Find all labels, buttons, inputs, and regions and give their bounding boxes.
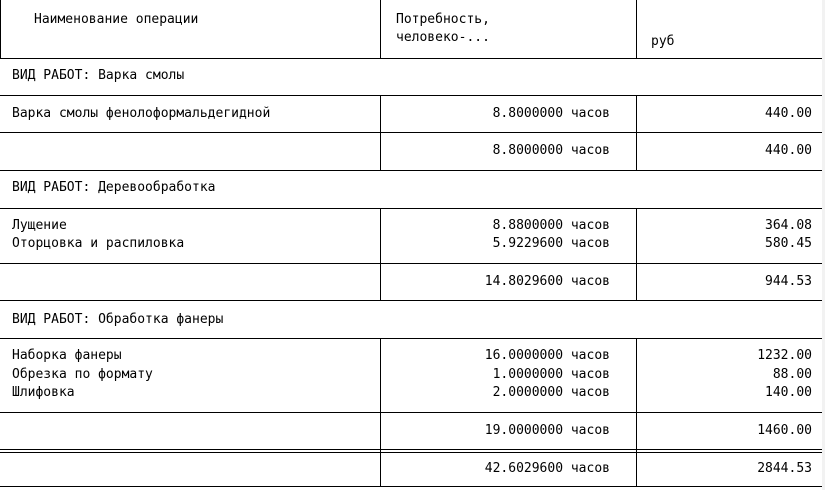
subtotal-rub: 440.00 [765, 143, 812, 158]
subtotal-rule [0, 412, 822, 413]
subtotal-rule [0, 263, 822, 264]
column-divider [380, 0, 381, 58]
subtotal-hours: 19.0000000 часов [484, 423, 610, 438]
row-hours: 5.9229600 часов [492, 236, 610, 251]
group-end-rule [0, 170, 822, 171]
group-title: ВИД РАБОТ: Деревообработка [12, 180, 216, 195]
row-name: Лущение [12, 218, 67, 233]
subtotal-rub: 944.53 [765, 274, 812, 289]
row-rub: 1232.00 [757, 348, 812, 363]
subtotal-rub: 1460.00 [757, 423, 812, 438]
total-double-rule [0, 449, 822, 450]
table-bottom-rule [0, 486, 822, 487]
row-rub: 580.45 [765, 236, 812, 251]
row-hours: 16.0000000 часов [484, 348, 610, 363]
group-title: ВИД РАБОТ: Варка смолы [12, 68, 185, 83]
group-end-rule [0, 300, 822, 301]
row-hours: 8.8800000 часов [492, 218, 610, 233]
subtotal-hours: 14.8029600 часов [484, 274, 610, 289]
row-name: Обрезка по формату [12, 367, 153, 382]
column-divider [0, 0, 1, 58]
row-rub: 140.00 [765, 385, 812, 400]
row-name: Наборка фанеры [12, 348, 122, 363]
row-name: Шлифовка [12, 385, 75, 400]
row-rub: 88.00 [772, 367, 812, 382]
row-hours: 8.8000000 часов [492, 106, 610, 121]
group-top-rule [0, 338, 822, 339]
header-need-line2: человеко-... [396, 30, 490, 45]
row-name: Оторцовка и распиловка [12, 236, 185, 251]
group-top-rule [0, 95, 822, 96]
row-name: Варка смолы фенолоформальдегидной [12, 106, 271, 121]
row-rub: 440.00 [765, 106, 812, 121]
group-title: ВИД РАБОТ: Обработка фанеры [12, 312, 224, 327]
total-rub: 2844.53 [757, 461, 812, 476]
header-rub: руб [651, 34, 675, 49]
total-double-rule [0, 452, 822, 453]
header-operation: Наименование операции [34, 12, 199, 27]
subtotal-hours: 8.8000000 часов [492, 143, 610, 158]
subtotal-rule [0, 132, 822, 133]
row-rub: 364.08 [765, 218, 812, 233]
row-hours: 2.0000000 часов [492, 385, 610, 400]
header-need-line1: Потребность, [396, 12, 490, 27]
group-top-rule [0, 208, 822, 209]
column-divider [636, 0, 637, 58]
total-hours: 42.6029600 часов [484, 461, 610, 476]
header-bottom-rule [0, 58, 822, 59]
row-hours: 1.0000000 часов [492, 367, 610, 382]
